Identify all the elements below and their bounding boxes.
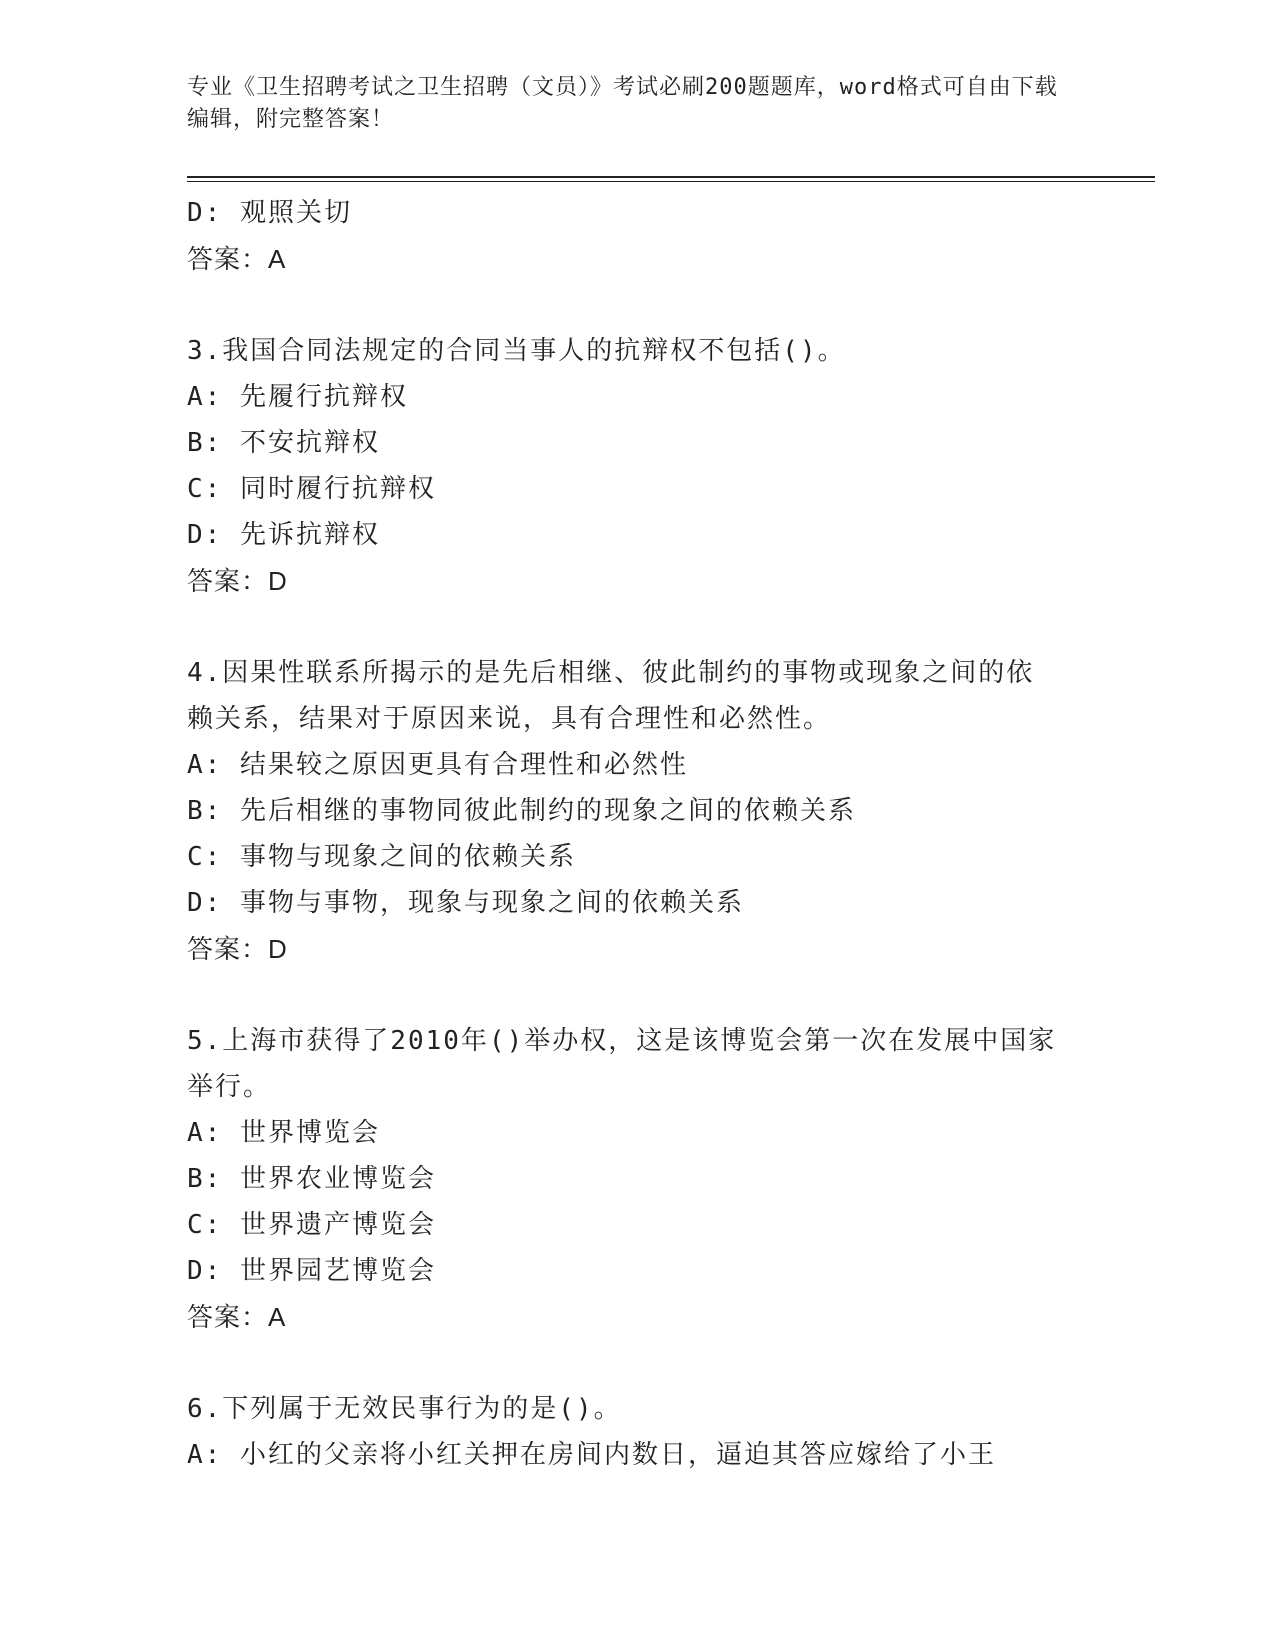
q5-option-b: B: 世界农业博览会 bbox=[187, 1164, 436, 1194]
q5-option-d: D: 世界园艺博览会 bbox=[187, 1256, 436, 1286]
document-header: 专业《卫生招聘考试之卫生招聘（文员）》考试必刷200题题库，word格式可自由下载编辑，附完整答案！ bbox=[187, 75, 1058, 132]
q2-option-d: D: 观照关切 bbox=[187, 198, 352, 228]
q4-option-b: B: 先后相继的事物同彼此制约的现象之间的依赖关系 bbox=[187, 796, 856, 826]
q3-answer: 答案：D bbox=[187, 566, 288, 596]
q5-option-c: C: 世界遗产博览会 bbox=[187, 1210, 436, 1240]
q4-option-d: D: 事物与事物，现象与现象之间的依赖关系 bbox=[187, 888, 744, 918]
q6-question: 6.下列属于无效民事行为的是()。 bbox=[187, 1394, 622, 1424]
q4-option-a: A: 结果较之原因更具有合理性和必然性 bbox=[187, 750, 688, 780]
q3-option-d: D: 先诉抗辩权 bbox=[187, 520, 380, 550]
spacer bbox=[187, 1340, 1077, 1386]
q3-option-a: A: 先履行抗辩权 bbox=[187, 382, 408, 412]
spacer bbox=[187, 604, 1077, 650]
spacer bbox=[187, 282, 1077, 328]
header-divider-thin bbox=[187, 181, 1155, 182]
q5-question-line1: 5.上海市获得了2010年()举办权，这是该博览会第一次在发展中国家 bbox=[187, 1026, 1057, 1056]
q5-option-a: A: 世界博览会 bbox=[187, 1118, 380, 1148]
q5-question-line2: 举行。 bbox=[187, 1072, 272, 1102]
q3-option-c: C: 同时履行抗辩权 bbox=[187, 474, 436, 504]
question-list bbox=[187, 190, 1077, 1478]
q4-option-c: C: 事物与现象之间的依赖关系 bbox=[187, 842, 576, 872]
q4-question-line2: 赖关系，结果对于原因来说，具有合理性和必然性。 bbox=[187, 704, 832, 734]
q6-option-a: A: 小红的父亲将小红关押在房间内数日，逼迫其答应嫁给了小王 bbox=[187, 1440, 996, 1470]
q4-answer: 答案：D bbox=[187, 934, 288, 964]
q3-option-b: B: 不安抗辩权 bbox=[187, 428, 380, 458]
q3-question: 3.我国合同法规定的合同当事人的抗辩权不包括()。 bbox=[187, 336, 846, 366]
spacer bbox=[187, 972, 1077, 1018]
header-divider-thick bbox=[187, 176, 1155, 178]
q4-question-line1: 4.因果性联系所揭示的是先后相继、彼此制约的事物或现象之间的依 bbox=[187, 658, 1035, 688]
q2-answer: 答案：A bbox=[187, 244, 287, 274]
q5-answer: 答案：A bbox=[187, 1302, 287, 1332]
